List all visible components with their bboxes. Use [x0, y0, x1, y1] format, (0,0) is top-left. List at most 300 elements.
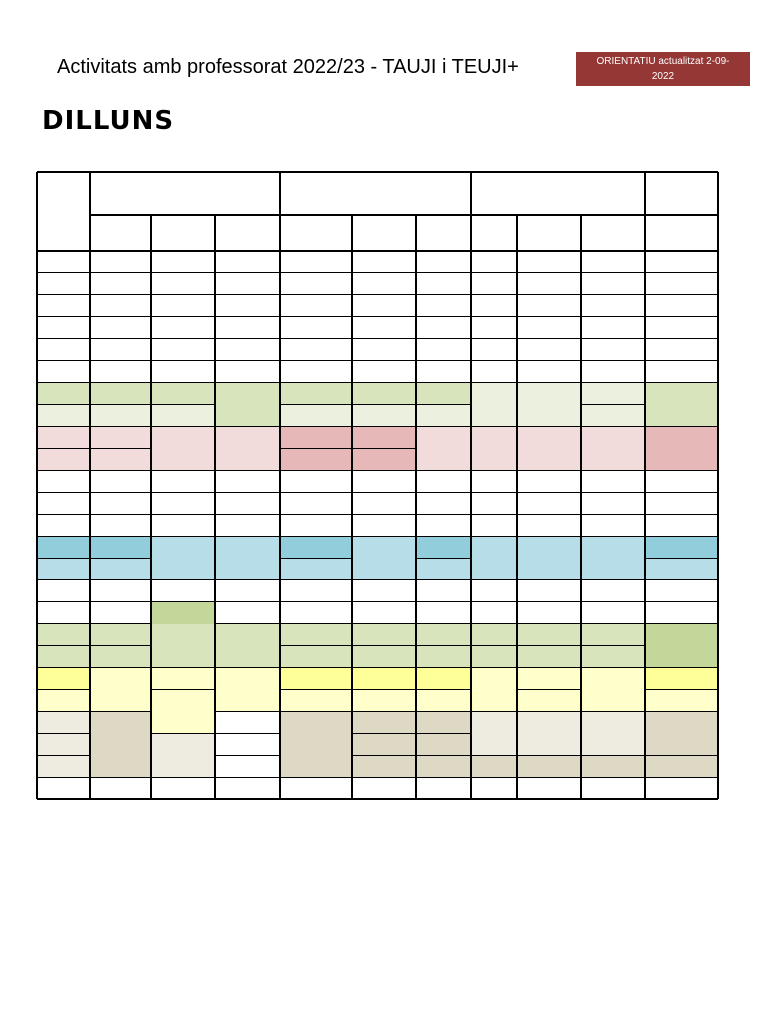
time-slot-label: [37, 295, 90, 317]
grid-line: [352, 755, 416, 756]
grid-line: [517, 689, 581, 690]
grid-line: [581, 579, 645, 580]
grid-line: [89, 172, 91, 799]
grid-line: [581, 360, 645, 361]
time-slot-label: [37, 426, 90, 448]
grid-line: [90, 492, 151, 493]
grid-line: [280, 558, 352, 559]
shaded-block: [280, 668, 471, 690]
grid-line: [37, 514, 90, 515]
grid-line: [517, 382, 581, 383]
time-slot-label: [37, 273, 90, 295]
grid-line: [215, 470, 280, 471]
grid-line: [352, 492, 416, 493]
grid-line: [581, 272, 645, 273]
grid-line: [37, 426, 90, 427]
time-slot-label: [37, 361, 90, 383]
grid-line: [215, 272, 280, 273]
grid-line: [416, 623, 471, 624]
grid-line: [351, 215, 352, 799]
time-slot-label: [37, 580, 90, 602]
grid-line: [352, 667, 416, 668]
time-slot-label: [37, 668, 90, 690]
grid-line: [645, 536, 718, 537]
grid-line: [151, 536, 215, 537]
grid-line: [645, 338, 718, 339]
time-slot-label: [37, 383, 90, 405]
grid-line: [37, 316, 90, 317]
grid-line: [471, 536, 517, 537]
grid-line: [352, 404, 416, 405]
grid-line: [471, 579, 517, 580]
activity-header: [581, 215, 645, 251]
grid-line: [352, 536, 416, 537]
activity-event: [581, 536, 645, 580]
time-slot-label: [37, 646, 90, 668]
grid-line: [470, 172, 472, 799]
activity-header: [280, 215, 352, 251]
grid-line: [517, 601, 581, 602]
activity-event: [280, 712, 352, 778]
shaded-block: [352, 712, 471, 778]
grid-line: [471, 645, 517, 646]
activity-event: [151, 733, 215, 777]
grid-line: [471, 316, 517, 317]
grid-line: [280, 623, 352, 624]
grid-line: [517, 514, 581, 515]
grid-line: [581, 492, 645, 493]
grid-line: [352, 448, 416, 449]
grid-line: [517, 623, 581, 624]
grid-line: [215, 579, 280, 580]
zone-header: [90, 172, 280, 215]
grid-line: [214, 215, 215, 799]
grid-line: [90, 448, 151, 449]
time-slot-label: [37, 339, 90, 361]
grid-line: [517, 338, 581, 339]
grid-line: [151, 316, 215, 317]
shaded-block: [645, 668, 718, 690]
grid-line: [352, 294, 416, 295]
grid-line: [215, 733, 280, 734]
grid-line: [517, 360, 581, 361]
grid-line: [352, 514, 416, 515]
grid-line: [580, 215, 581, 799]
grid-line: [416, 470, 471, 471]
grid-line: [280, 645, 352, 646]
activity-header: [517, 215, 581, 251]
grid-line: [416, 711, 471, 712]
grid-line: [90, 470, 151, 471]
grid-line: [416, 601, 471, 602]
activity-event: [517, 426, 581, 470]
grid-line: [90, 426, 151, 427]
grid-line: [416, 294, 471, 295]
grid-line: [37, 536, 90, 537]
grid-line: [645, 601, 718, 602]
time-slot-label: [37, 624, 90, 646]
activity-event: [151, 426, 215, 470]
grid-line: [90, 558, 151, 559]
grid-line: [471, 777, 517, 778]
grid-line: [151, 514, 215, 515]
grid-line: [645, 272, 718, 273]
grid-line: [215, 711, 280, 712]
grid-line: [280, 338, 352, 339]
time-slot-label: [37, 470, 90, 492]
activity-event: [645, 383, 718, 427]
grid-line: [215, 316, 280, 317]
grid-line: [645, 470, 718, 471]
grid-line: [215, 667, 280, 668]
activity-event: [215, 426, 280, 470]
grid-line: [581, 601, 645, 602]
activity-header: [645, 215, 718, 251]
grid-line: [90, 601, 151, 602]
grid-line: [416, 579, 471, 580]
grid-line: [581, 645, 645, 646]
grid-line: [645, 623, 718, 624]
grid-line: [416, 272, 471, 273]
grid-line: [517, 470, 581, 471]
grid-line: [471, 360, 517, 361]
grid-line: [517, 755, 581, 756]
activity-event: [471, 712, 517, 756]
time-slot-label: [37, 712, 90, 734]
grid-line: [90, 316, 151, 317]
grid-line: [280, 470, 352, 471]
update-badge-text: ORIENTATIU actualitzat 2-09- 2022: [596, 56, 730, 82]
activity-event: [215, 383, 280, 427]
grid-line: [37, 272, 90, 273]
grid-line: [581, 514, 645, 515]
grid-line: [471, 294, 517, 295]
grid-line: [37, 250, 718, 252]
grid-line: [280, 689, 352, 690]
grid-line: [471, 514, 517, 515]
grid-line: [645, 667, 718, 668]
grid-line: [645, 777, 718, 778]
activity-event: [471, 668, 517, 712]
grid-line: [215, 601, 280, 602]
grid-line: [352, 645, 416, 646]
activity-event: [581, 426, 645, 470]
grid-line: [280, 536, 352, 537]
grid-line: [471, 623, 517, 624]
grid-line: [280, 514, 352, 515]
grid-line: [36, 172, 38, 799]
grid-line: [416, 426, 471, 427]
grid-line: [645, 711, 718, 712]
grid-line: [151, 338, 215, 339]
grid-line: [516, 215, 517, 799]
grid-line: [151, 733, 215, 734]
grid-line: [352, 470, 416, 471]
grid-line: [416, 316, 471, 317]
grid-line: [416, 514, 471, 515]
grid-line: [37, 579, 90, 580]
grid-line: [581, 470, 645, 471]
grid-line: [280, 404, 352, 405]
grid-line: [280, 601, 352, 602]
grid-line: [416, 382, 471, 383]
grid-line: [150, 215, 151, 799]
grid-line: [517, 711, 581, 712]
time-slot-label: [37, 777, 90, 799]
activity-event: [645, 712, 718, 756]
grid-line: [581, 382, 645, 383]
activity-event: [416, 426, 471, 470]
shaded-block: [471, 755, 718, 777]
grid-line: [215, 623, 280, 624]
grid-line: [645, 689, 718, 690]
time-slot-label: [37, 317, 90, 339]
grid-line: [471, 338, 517, 339]
grid-line: [215, 536, 280, 537]
grid-line: [280, 294, 352, 295]
page-title: Activitats amb professorat 2022/23 - TAUJI i TEUJI+: [57, 56, 519, 78]
grid-line: [581, 316, 645, 317]
grid-line: [280, 382, 352, 383]
grid-line: [90, 360, 151, 361]
grid-line: [151, 360, 215, 361]
activity-event: [215, 624, 280, 668]
grid-line: [416, 777, 471, 778]
grid-line: [416, 689, 471, 690]
activity-event: [90, 712, 151, 778]
grid-line: [581, 755, 645, 756]
grid-line: [416, 536, 471, 537]
grid-line: [517, 777, 581, 778]
grid-line: [90, 711, 151, 712]
grid-line: [90, 777, 151, 778]
grid-line: [37, 777, 90, 778]
grid-line: [517, 645, 581, 646]
grid-line: [37, 558, 90, 559]
grid-line: [645, 755, 718, 756]
grid-line: [151, 777, 215, 778]
grid-line: [90, 514, 151, 515]
grid-line: [151, 272, 215, 273]
grid-line: [280, 426, 352, 427]
time-slot-label: [37, 733, 90, 755]
grid-line: [90, 579, 151, 580]
grid-line: [471, 492, 517, 493]
grid-line: [717, 172, 719, 799]
grid-line: [581, 711, 645, 712]
grid-line: [37, 382, 90, 383]
grid-line: [151, 426, 215, 427]
grid-line: [151, 404, 215, 405]
grid-line: [90, 338, 151, 339]
grid-line: [90, 404, 151, 405]
grid-line: [37, 294, 90, 295]
grid-line: [416, 667, 471, 668]
activity-event: [581, 712, 645, 756]
grid-line: [90, 294, 151, 295]
grid-line: [37, 470, 90, 471]
zone-header: [645, 172, 718, 215]
time-slot-label: [37, 492, 90, 514]
zone-header: [471, 172, 645, 215]
activity-event: [471, 536, 517, 580]
grid-line: [352, 711, 416, 712]
grid-line: [151, 492, 215, 493]
grid-line: [37, 689, 90, 690]
time-slot-label: [37, 536, 90, 558]
grid-line: [581, 777, 645, 778]
grid-line: [416, 360, 471, 361]
activity-event: [215, 536, 280, 580]
grid-line: [280, 579, 352, 580]
activity-header: [471, 215, 517, 251]
activity-event: [581, 668, 645, 712]
grid-line: [416, 755, 471, 756]
activity-header: [352, 215, 416, 251]
grid-line: [280, 360, 352, 361]
grid-line: [517, 492, 581, 493]
grid-line: [151, 667, 215, 668]
grid-line: [37, 360, 90, 361]
grid-line: [471, 382, 517, 383]
day-heading: DILLUNS: [42, 106, 175, 136]
grid-line: [352, 579, 416, 580]
grid-line: [37, 798, 718, 800]
grid-line: [581, 404, 645, 405]
time-slot-label: [37, 690, 90, 712]
grid-line: [279, 172, 281, 799]
grid-line: [644, 172, 646, 799]
grid-line: [471, 272, 517, 273]
activity-header: [151, 215, 215, 251]
grid-line: [352, 316, 416, 317]
time-slot-label: [37, 514, 90, 536]
grid-line: [471, 470, 517, 471]
grid-line: [215, 426, 280, 427]
time-slot-label: [37, 755, 90, 777]
grid-line: [581, 338, 645, 339]
grid-line: [90, 645, 151, 646]
time-slot-label: [37, 602, 90, 624]
grid-line: [280, 667, 352, 668]
grid-line: [645, 426, 718, 427]
grid-line: [90, 382, 151, 383]
grid-line: [215, 777, 280, 778]
grid-line: [352, 601, 416, 602]
grid-line: [215, 514, 280, 515]
activity-event: [517, 712, 581, 756]
time-slot-label: [37, 251, 90, 273]
grid-line: [151, 470, 215, 471]
grid-line: [215, 294, 280, 295]
grid-line: [37, 601, 90, 602]
grid-line: [517, 426, 581, 427]
grid-line: [471, 755, 517, 756]
activity-event: [151, 536, 215, 580]
grid-line: [352, 426, 416, 427]
grid-line: [37, 404, 90, 405]
grid-line: [352, 338, 416, 339]
activity-event: [151, 690, 215, 734]
grid-line: [581, 536, 645, 537]
grid-line: [215, 360, 280, 361]
grid-line: [215, 382, 280, 383]
grid-line: [645, 492, 718, 493]
grid-line: [151, 689, 215, 690]
grid-line: [37, 755, 90, 756]
activity-event: [352, 536, 416, 580]
grid-line: [471, 601, 517, 602]
grid-line: [416, 645, 471, 646]
grid-line: [37, 492, 90, 493]
grid-line: [280, 272, 352, 273]
grid-line: [280, 777, 352, 778]
activity-event: [517, 383, 581, 427]
grid-line: [90, 272, 151, 273]
grid-line: [151, 294, 215, 295]
activity-event: [471, 383, 517, 427]
grid-line: [352, 382, 416, 383]
grid-line: [581, 294, 645, 295]
grid-line: [90, 214, 718, 216]
activity-event: [215, 668, 280, 712]
grid-line: [37, 171, 718, 173]
grid-line: [215, 338, 280, 339]
activity-header: [416, 215, 471, 251]
grid-line: [517, 579, 581, 580]
grid-line: [416, 338, 471, 339]
grid-line: [517, 272, 581, 273]
grid-line: [280, 711, 352, 712]
grid-line: [37, 448, 90, 449]
activity-event: [471, 426, 517, 470]
grid-line: [471, 426, 517, 427]
grid-line: [352, 689, 416, 690]
grid-line: [471, 711, 517, 712]
grid-line: [645, 294, 718, 295]
grid-line: [352, 272, 416, 273]
grid-line: [416, 492, 471, 493]
grid-line: [517, 667, 581, 668]
grid-line: [645, 360, 718, 361]
grid-line: [517, 294, 581, 295]
grid-line: [37, 733, 90, 734]
grid-line: [280, 316, 352, 317]
grid-line: [37, 711, 90, 712]
time-slot-label: [37, 448, 90, 470]
time-slot-label: [37, 558, 90, 580]
grid-line: [645, 382, 718, 383]
grid-line: [416, 558, 471, 559]
grid-line: [581, 667, 645, 668]
activity-event: [90, 668, 151, 712]
activity-event: [645, 426, 718, 470]
grid-line: [517, 316, 581, 317]
activity-header: [90, 215, 151, 251]
grid-line: [90, 536, 151, 537]
grid-line: [151, 382, 215, 383]
grid-line: [215, 492, 280, 493]
grid-line: [352, 623, 416, 624]
grid-line: [416, 404, 471, 405]
grid-line: [352, 733, 416, 734]
activity-event: [517, 536, 581, 580]
grid-line: [352, 360, 416, 361]
activity-event: [645, 624, 718, 668]
grid-line: [151, 601, 215, 602]
grid-line: [415, 215, 416, 799]
grid-line: [37, 623, 90, 624]
